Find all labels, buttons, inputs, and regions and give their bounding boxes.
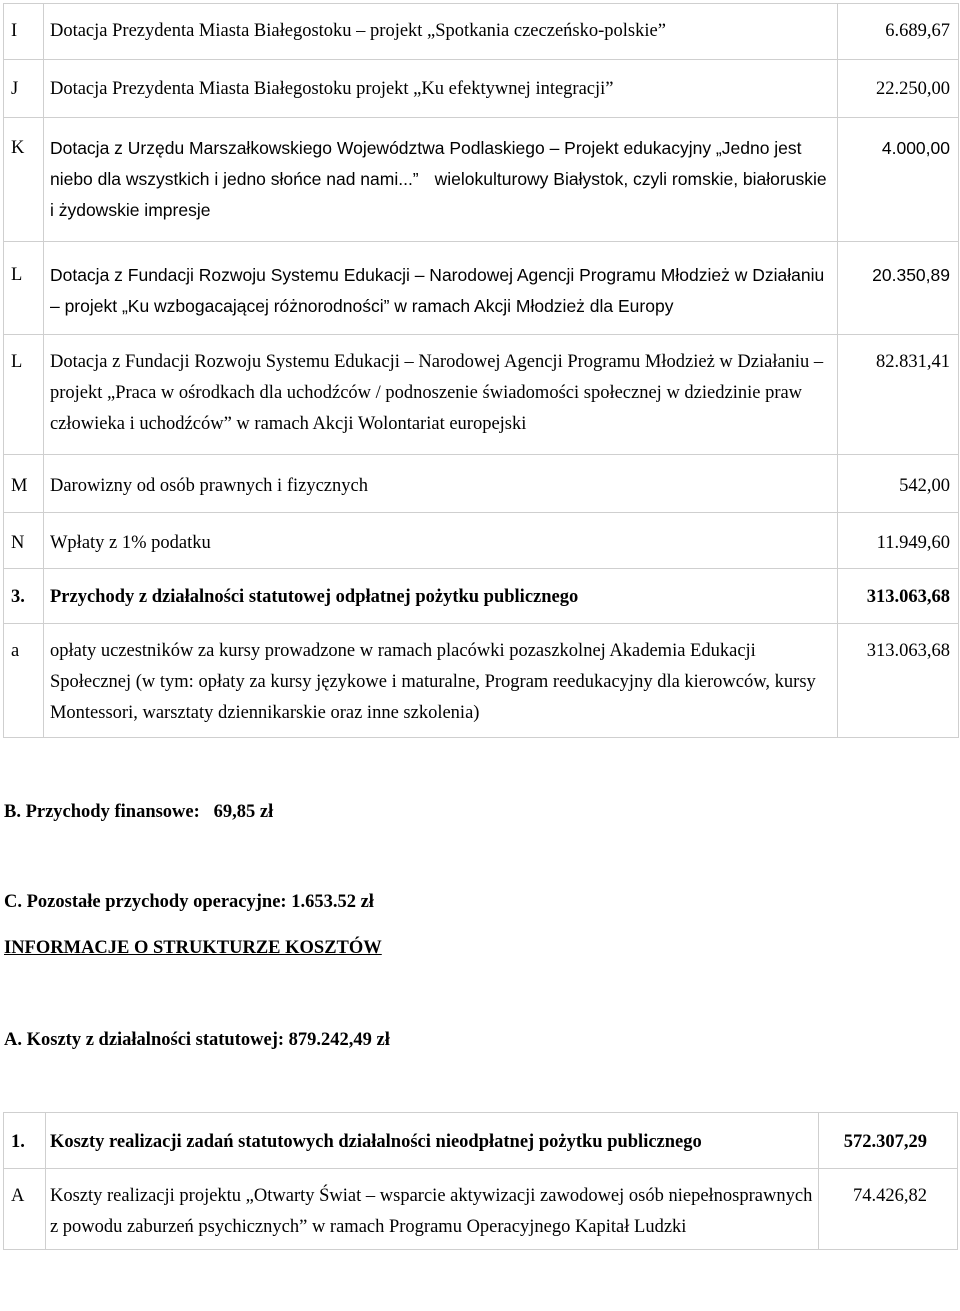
other-operating-income-summary: C. Pozostałe przychody operacyjne: 1.653.52 zł (4, 892, 374, 912)
row-description-part: Dotacja z Urzędu Marszałkowskiego Województwa Podlaskiego – Projekt edukacyjny „Jedno jest niebo dla wszystkich i jedno słońce nad nami...” (49, 138, 802, 189)
row-code: L (4, 242, 44, 335)
row-code: 1. (4, 1113, 46, 1169)
section-heading: INFORMACJE O STRUKTURZE KOSZTÓW (4, 938, 382, 958)
row-code: I (4, 4, 44, 60)
row-code: M (4, 455, 44, 513)
income-table (3, 3, 959, 738)
row-amount: 22.250,00 (838, 60, 959, 118)
row-code: J (4, 60, 44, 118)
row-code: L (4, 335, 44, 455)
row-amount: 313.063,68 (838, 624, 959, 738)
table-row (4, 513, 959, 569)
row-description: Przychody z działalności statutowej odpłatnej pożytku publicznego (43, 569, 837, 624)
row-code: a (4, 624, 44, 738)
row-amount: 572.307,29 (819, 1113, 958, 1169)
row-amount: 11.949,60 (838, 513, 959, 569)
table-row (4, 624, 959, 738)
table-row (4, 118, 959, 242)
table-row (4, 455, 959, 513)
row-code: K (4, 118, 44, 242)
row-description: opłaty uczestników za kursy prowadzone w ramach placówki pozaszkolnej Akademia Edukacji Społecznej (w tym: opłaty za kursy językowe i maturalne, Program reedukacyjny dla kierowców, kursy Montessori, warsztaty dziennikarskie oraz inne szkolenia) (43, 624, 837, 738)
row-code: A (4, 1169, 46, 1250)
row-amount: 313.063,68 (838, 569, 959, 624)
row-amount: 6.689,67 (838, 4, 959, 60)
row-amount: 20.350,89 (838, 242, 959, 335)
table-row (4, 1169, 958, 1250)
row-description: Koszty realizacji zadań statutowych działalności nieodpłatnej pożytku publicznego (45, 1113, 818, 1169)
row-description: Darowizny od osób prawnych i fizycznych (43, 455, 837, 513)
table-row (4, 335, 959, 455)
table-row (4, 4, 959, 60)
table-row (4, 569, 959, 624)
row-description: Dotacja z Fundacji Rozwoju Systemu Edukacji – Narodowej Agencji Programu Młodzież w Działaniu – projekt „Praca w ośrodkach dla uchodźców / podnoszenie świadomości społecznej w dziedzinie praw człowieka i uchodźców” w ramach Akcji Wolontariat europejski (43, 335, 837, 455)
row-description: Dotacja Prezydenta Miasta Białegostoku projekt „Ku efektywnej integracji” (43, 60, 837, 118)
table-row (4, 242, 959, 335)
summary-value: 69,85 zł (213, 802, 274, 822)
row-amount: 82.831,41 (838, 335, 959, 455)
summary-label: B. Przychody finansowe: (4, 802, 200, 822)
costs-table (3, 1112, 958, 1250)
row-description-part: wielokulturowy Białystok, czyli romskie, białoruskie i żydowskie impresje (49, 169, 827, 220)
row-description (43, 118, 837, 242)
row-code: 3. (4, 569, 44, 624)
row-amount: 4.000,00 (838, 118, 959, 242)
row-description: Wpłaty z 1% podatku (43, 513, 837, 569)
row-description: Dotacja z Fundacji Rozwoju Systemu Edukacji – Narodowej Agencji Programu Młodzież w Działaniu – projekt „Ku wzbogacającej różnorodności” w ramach Akcji Młodzież dla Europy (43, 242, 837, 335)
table-row (4, 1113, 958, 1169)
row-description: Koszty realizacji projektu „Otwarty Świat – wsparcie aktywizacji zawodowej osób niepełnosprawnych z powodu zaburzeń psychicznych” w ramach Programu Operacyjnego Kapitał Ludzki (45, 1169, 818, 1250)
row-amount: 542,00 (838, 455, 959, 513)
statutory-costs-summary: A. Koszty z działalności statutowej: 879.242,49 zł (4, 1030, 390, 1050)
table-row (4, 60, 959, 118)
financial-income-summary (4, 797, 273, 828)
row-code: N (4, 513, 44, 569)
row-description: Dotacja Prezydenta Miasta Białegostoku – projekt „Spotkania czeczeńsko-polskie” (43, 4, 837, 60)
row-amount: 74.426,82 (819, 1169, 958, 1250)
